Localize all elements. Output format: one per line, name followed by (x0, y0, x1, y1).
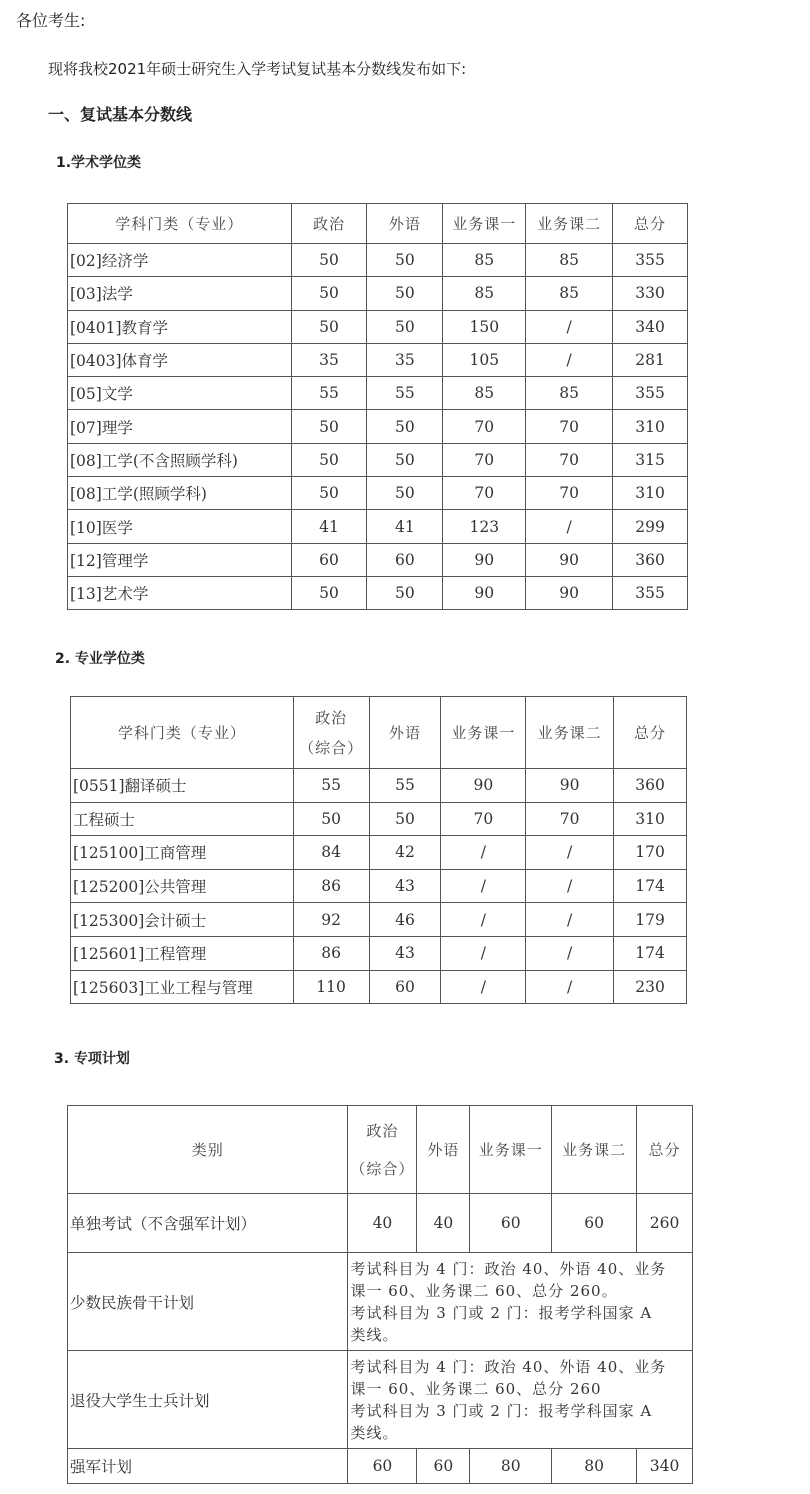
table-header (68, 1106, 693, 1194)
cell-subject: [125200]公共管理 (71, 869, 294, 903)
cell-score: 50 (369, 802, 441, 836)
header-cell: 总分 (613, 204, 688, 244)
cell-score: 90 (443, 543, 526, 576)
cell-score: 174 (614, 869, 687, 903)
cell-score: 90 (526, 576, 613, 609)
table-row (68, 244, 688, 277)
header-cell: 学科门类（专业） (71, 697, 294, 769)
cell-subject: [02]经济学 (68, 244, 292, 277)
cell-subject: [125601]工程管理 (71, 936, 294, 970)
cell-score: 84 (293, 836, 369, 870)
professional-title: 2. 专业学位类 (55, 651, 145, 667)
table-row (68, 443, 688, 476)
cell-score: 50 (291, 443, 367, 476)
cell-subject: [10]医学 (68, 510, 292, 543)
cell-score: / (526, 510, 613, 543)
cell-score: 90 (526, 543, 613, 576)
cell-score: 170 (614, 836, 687, 870)
cell-score: 85 (443, 377, 526, 410)
cell-score: 43 (369, 869, 441, 903)
cell-score: 105 (443, 343, 526, 376)
cell-score: 90 (443, 576, 526, 609)
table-row (71, 769, 687, 803)
table-row (68, 1194, 693, 1253)
cell-value: 40 (348, 1194, 417, 1253)
cell-score: 70 (526, 802, 614, 836)
cell-score: 174 (614, 936, 687, 970)
cell-subject: [125603]工业工程与管理 (71, 970, 294, 1004)
cell-score: / (441, 836, 526, 870)
cell-subject: [12]管理学 (68, 543, 292, 576)
cell-value: 60 (470, 1194, 552, 1253)
header-politics: 政治 (366, 1121, 399, 1140)
header-cell: 业务课一 (441, 697, 526, 769)
cell-score: 50 (291, 244, 367, 277)
header-cell: 总分 (637, 1106, 693, 1194)
cell-score: 70 (443, 443, 526, 476)
note-line: 考试科目为 4 门：政治 40、外语 40、业务 (350, 1259, 667, 1278)
header-cell: 外语 (369, 697, 441, 769)
cell-score: 70 (526, 443, 613, 476)
cell-value: 60 (552, 1194, 637, 1253)
header-cell: 业务课二 (552, 1106, 637, 1194)
cell-score: 123 (443, 510, 526, 543)
table-row (68, 343, 688, 376)
cell-value: 60 (348, 1449, 417, 1484)
header-cell: 外语 (367, 204, 443, 244)
cell-note (348, 1253, 693, 1351)
cell-score: 340 (613, 310, 688, 343)
cell-category: 退役大学生士兵计划 (68, 1351, 348, 1449)
cell-score: 70 (443, 477, 526, 510)
header-cell: 业务课二 (526, 204, 613, 244)
cell-score: 310 (613, 477, 688, 510)
table-row (68, 576, 688, 609)
cell-score: 150 (443, 310, 526, 343)
cell-score: 35 (367, 343, 443, 376)
cell-subject: [13]艺术学 (68, 576, 292, 609)
table-header (71, 697, 687, 769)
cell-subject: [0403]体育学 (68, 343, 292, 376)
cell-score: 50 (367, 244, 443, 277)
header-cell-politics (348, 1106, 417, 1194)
cell-subject: [05]文学 (68, 377, 292, 410)
cell-score: 50 (291, 277, 367, 310)
cell-subject: [125100]工商管理 (71, 836, 294, 870)
table-row (68, 277, 688, 310)
intro-paragraph: 现将我校2021年硕士研究生入学考试复试基本分数线发布如下: (48, 60, 467, 78)
note-line: 类线。 (350, 1325, 399, 1344)
cell-value: 260 (637, 1194, 693, 1253)
cell-category: 强军计划 (68, 1449, 348, 1484)
cell-score: 42 (369, 836, 441, 870)
cell-category: 少数民族骨干计划 (68, 1253, 348, 1351)
cell-score: 315 (613, 443, 688, 476)
cell-score: 86 (293, 869, 369, 903)
table-row (68, 477, 688, 510)
cell-value: 40 (417, 1194, 470, 1253)
note-line: 考试科目为 3 门或 2 门：报考学科国家 A (350, 1303, 653, 1322)
header-cell: 业务课一 (470, 1106, 552, 1194)
cell-score: 299 (613, 510, 688, 543)
cell-score: 355 (613, 576, 688, 609)
cell-score: 85 (526, 244, 613, 277)
cell-score: 85 (443, 244, 526, 277)
cell-score: 85 (526, 377, 613, 410)
cell-score: / (441, 869, 526, 903)
cell-score: 55 (291, 377, 367, 410)
cell-score: 230 (614, 970, 687, 1004)
cell-value: 60 (417, 1449, 470, 1484)
header-cell-politics (293, 697, 369, 769)
cell-score: 355 (613, 244, 688, 277)
cell-subject: [0401]教育学 (68, 310, 292, 343)
cell-score: 50 (291, 576, 367, 609)
header-cell: 业务课一 (443, 204, 526, 244)
table-row (68, 410, 688, 443)
header-comprehensive: （综合） (350, 1159, 415, 1178)
table-row (68, 1351, 693, 1449)
cell-score: 110 (293, 970, 369, 1004)
table-row (68, 1449, 693, 1484)
cell-score: / (526, 310, 613, 343)
cell-score: 330 (613, 277, 688, 310)
cell-category: 单独考试（不含强军计划） (68, 1194, 348, 1253)
cell-subject: [08]工学(不含照顾学科) (68, 443, 292, 476)
special-plan-title: 3. 专项计划 (54, 1051, 130, 1067)
special-plan-table (67, 1105, 693, 1484)
cell-score: / (526, 836, 614, 870)
header-cell: 类别 (68, 1106, 348, 1194)
cell-score: 85 (526, 277, 613, 310)
cell-subject: [03]法学 (68, 277, 292, 310)
table-row (68, 1253, 693, 1351)
table-row (68, 377, 688, 410)
cell-score: 85 (443, 277, 526, 310)
cell-score: / (526, 936, 614, 970)
cell-score: 86 (293, 936, 369, 970)
table-row (68, 510, 688, 543)
cell-score: 60 (369, 970, 441, 1004)
cell-score: 310 (613, 410, 688, 443)
cell-subject: [0551]翻译硕士 (71, 769, 294, 803)
cell-score: 50 (293, 802, 369, 836)
section-title: 一、复试基本分数线 (48, 105, 193, 124)
note-line: 考试科目为 3 门或 2 门：报考学科国家 A (350, 1401, 653, 1420)
cell-score: 46 (369, 903, 441, 937)
header-politics: 政治 (315, 708, 348, 727)
cell-score: 60 (367, 543, 443, 576)
table-row (71, 802, 687, 836)
cell-score: 50 (291, 477, 367, 510)
table-row (71, 903, 687, 937)
note-line: 考试科目为 4 门：政治 40、外语 40、业务 (350, 1357, 667, 1376)
note-line: 课一 60、业务课二 60、总分 260 (350, 1379, 602, 1398)
greeting: 各位考生: (16, 11, 86, 30)
cell-subject: [125300]会计硕士 (71, 903, 294, 937)
cell-score: 179 (614, 903, 687, 937)
table-row (68, 543, 688, 576)
cell-score: / (526, 903, 614, 937)
header-cell: 学科门类（专业） (68, 204, 292, 244)
academic-degree-table (67, 203, 688, 610)
cell-score: 55 (369, 769, 441, 803)
cell-score: 41 (367, 510, 443, 543)
cell-score: 50 (367, 310, 443, 343)
header-cell: 政治 (291, 204, 367, 244)
cell-score: 360 (614, 769, 687, 803)
cell-value: 340 (637, 1449, 693, 1484)
cell-score: 281 (613, 343, 688, 376)
header-cell: 外语 (417, 1106, 470, 1194)
cell-score: 360 (613, 543, 688, 576)
cell-score: / (441, 970, 526, 1004)
cell-score: 50 (367, 277, 443, 310)
cell-score: 70 (441, 802, 526, 836)
table-row (71, 869, 687, 903)
cell-score: / (526, 970, 614, 1004)
cell-score: 355 (613, 377, 688, 410)
cell-note (348, 1351, 693, 1449)
cell-score: / (526, 343, 613, 376)
cell-score: 90 (441, 769, 526, 803)
professional-degree-table (70, 696, 687, 1004)
header-cell: 总分 (614, 697, 687, 769)
header-cell: 业务课二 (526, 697, 614, 769)
cell-score: 70 (526, 477, 613, 510)
cell-score: 310 (614, 802, 687, 836)
table-row (71, 936, 687, 970)
table-row (71, 836, 687, 870)
cell-score: 92 (293, 903, 369, 937)
note-line: 课一 60、业务课二 60、总分 260。 (350, 1281, 618, 1300)
cell-score: 43 (369, 936, 441, 970)
academic-title: 1.学术学位类 (56, 155, 142, 171)
cell-score: 50 (367, 443, 443, 476)
header-comprehensive: （综合） (299, 738, 364, 757)
cell-score: / (526, 869, 614, 903)
cell-score: 50 (291, 410, 367, 443)
cell-score: 50 (367, 576, 443, 609)
cell-score: 70 (443, 410, 526, 443)
table-row (71, 970, 687, 1004)
cell-subject: 工程硕士 (71, 802, 294, 836)
table-header (68, 204, 688, 244)
cell-score: 50 (367, 477, 443, 510)
cell-score: 60 (291, 543, 367, 576)
cell-score: 55 (367, 377, 443, 410)
cell-score: 55 (293, 769, 369, 803)
cell-score: 35 (291, 343, 367, 376)
cell-subject: [07]理学 (68, 410, 292, 443)
cell-subject: [08]工学(照顾学科) (68, 477, 292, 510)
cell-score: / (441, 903, 526, 937)
cell-value: 80 (470, 1449, 552, 1484)
cell-score: 41 (291, 510, 367, 543)
note-line: 类线。 (350, 1423, 399, 1442)
cell-score: / (441, 936, 526, 970)
table-row (68, 310, 688, 343)
cell-score: 70 (526, 410, 613, 443)
cell-score: 50 (367, 410, 443, 443)
cell-value: 80 (552, 1449, 637, 1484)
cell-score: 90 (526, 769, 614, 803)
cell-score: 50 (291, 310, 367, 343)
